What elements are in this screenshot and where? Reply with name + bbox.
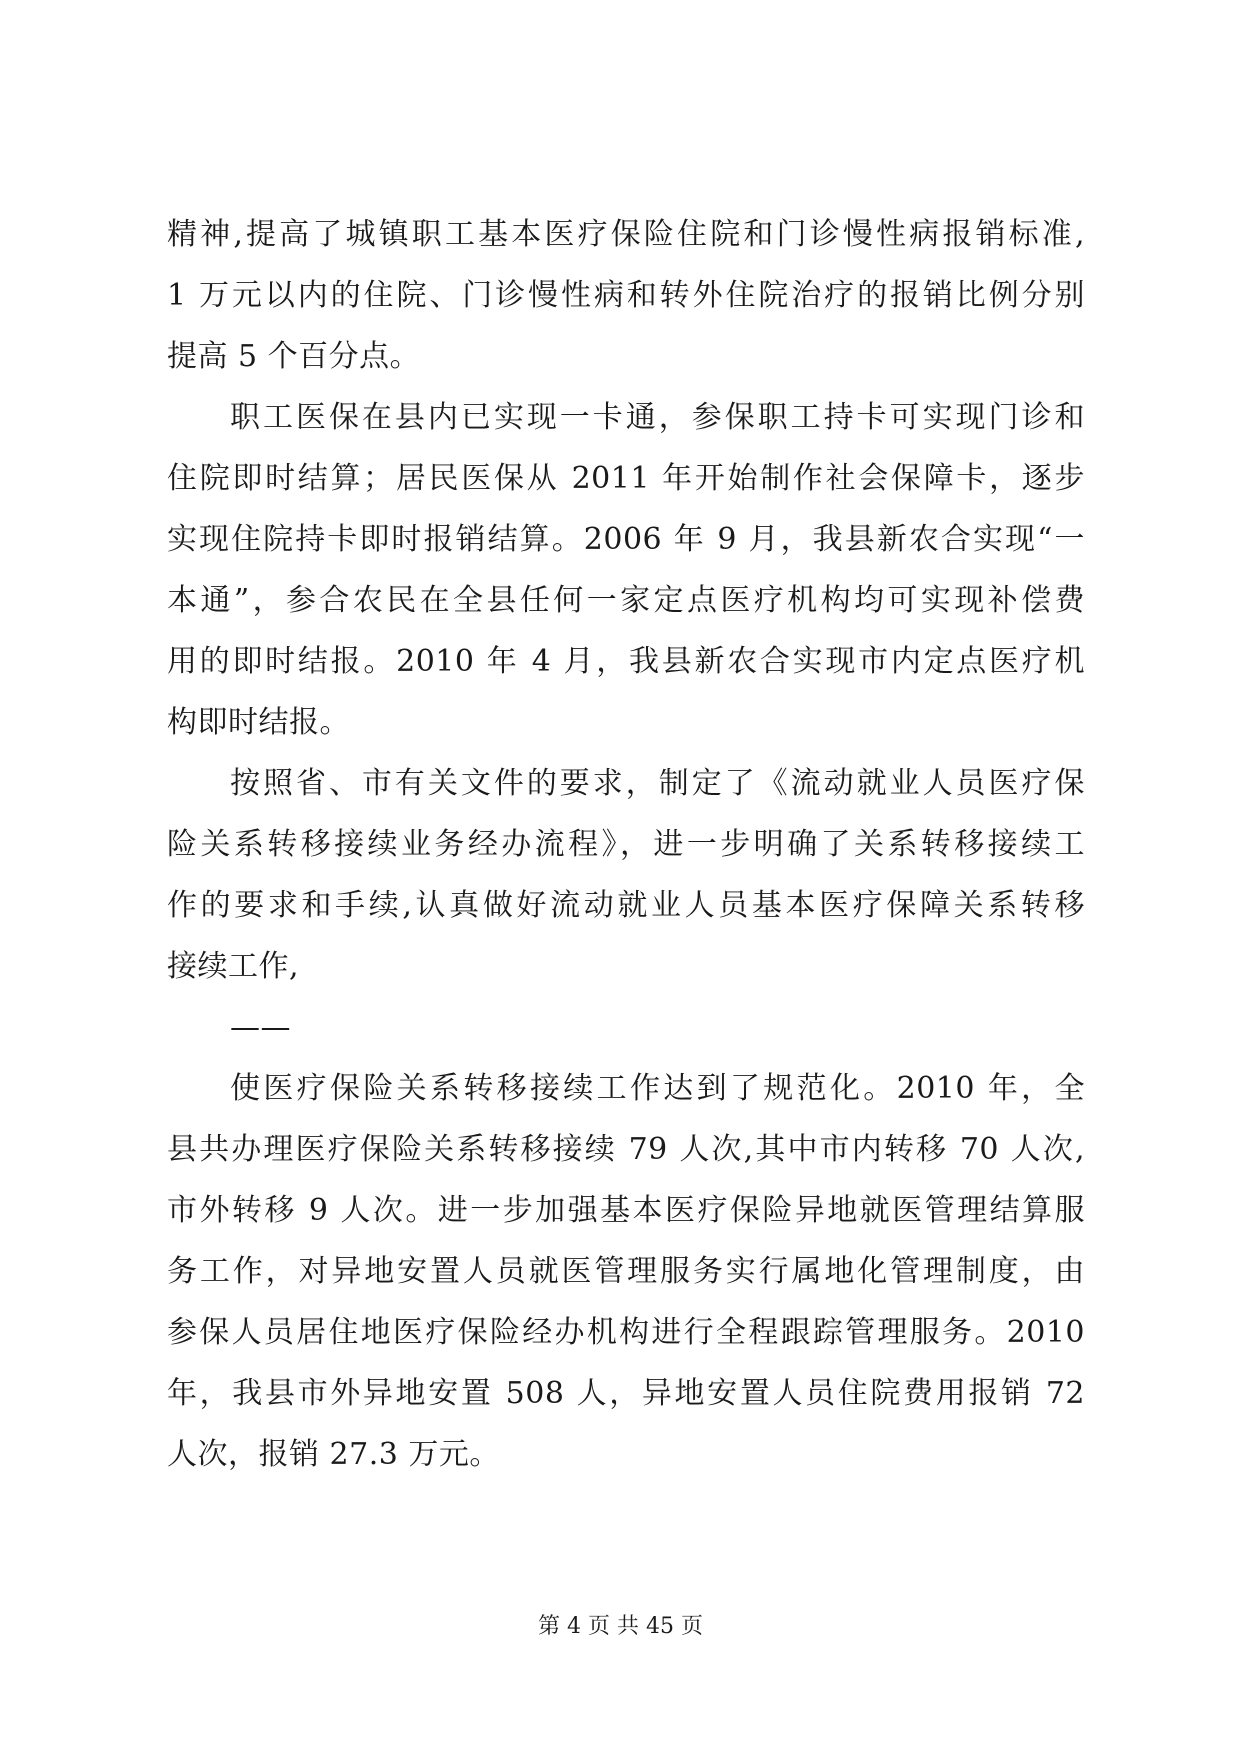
text-line: 接续工作, — [167, 949, 300, 984]
text-line: 年，我县市外异地安置 508 人，异地安置人员住院费用报销 72 — [167, 1376, 1085, 1411]
paragraph-3 — [167, 753, 1085, 997]
text-line: 务工作，对异地安置人员就医管理服务实行属地化管理制度，由 — [167, 1254, 1085, 1289]
text-line: 作的要求和手续,认真做好流动就业人员基本医疗保障关系转移 — [167, 888, 1085, 923]
text-line: 使医疗保险关系转移接续工作达到了规范化。2010 年，全 — [230, 1071, 1085, 1106]
text-line: 本通”，参合农民在全县任何一家定点医疗机构均可实现补偿费 — [167, 583, 1085, 618]
text-line: 市外转移 9 人次。进一步加强基本医疗保险异地就医管理结算服 — [167, 1193, 1085, 1228]
paragraph-1 — [167, 204, 1085, 387]
text-line: 用的即时结报。2010 年 4 月，我县新农合实现市内定点医疗机 — [167, 644, 1085, 679]
paragraph-2 — [167, 387, 1085, 753]
text-line: 险关系转移接续业务经办流程》，进一步明确了关系转移接续工 — [167, 827, 1085, 862]
text-line: 1 万元以内的住院、门诊慢性病和转外住院治疗的报销比例分别 — [167, 278, 1085, 313]
text-line: 县共办理医疗保险关系转移接续 79 人次,其中市内转移 70 人次, — [167, 1132, 1085, 1167]
text-line: 构即时结报。 — [167, 705, 350, 740]
text-line: 精神,提高了城镇职工基本医疗保险住院和门诊慢性病报销标准, — [167, 217, 1085, 252]
text-line: 住院即时结算；居民医保从 2011 年开始制作社会保障卡，逐步 — [167, 461, 1085, 496]
body-text — [167, 204, 1085, 1485]
paragraph-4 — [167, 1058, 1085, 1485]
dash-separator — [167, 997, 1085, 1058]
page-footer: 第 4 页 共 45 页 — [538, 1614, 703, 1639]
text-line: 职工医保在县内已实现一卡通，参保职工持卡可实现门诊和 — [230, 400, 1085, 435]
text-line: 人次，报销 27.3 万元。 — [167, 1437, 500, 1472]
dash-line: —— — [230, 1010, 291, 1045]
text-line: 参保人员居住地医疗保险经办机构进行全程跟踪管理服务。2010 — [167, 1315, 1085, 1350]
text-line: 按照省、市有关文件的要求，制定了《流动就业人员医疗保 — [230, 766, 1085, 801]
text-line: 提高 5 个百分点。 — [167, 339, 421, 374]
text-line: 实现住院持卡即时报销结算。2006 年 9 月，我县新农合实现“一 — [167, 522, 1085, 557]
